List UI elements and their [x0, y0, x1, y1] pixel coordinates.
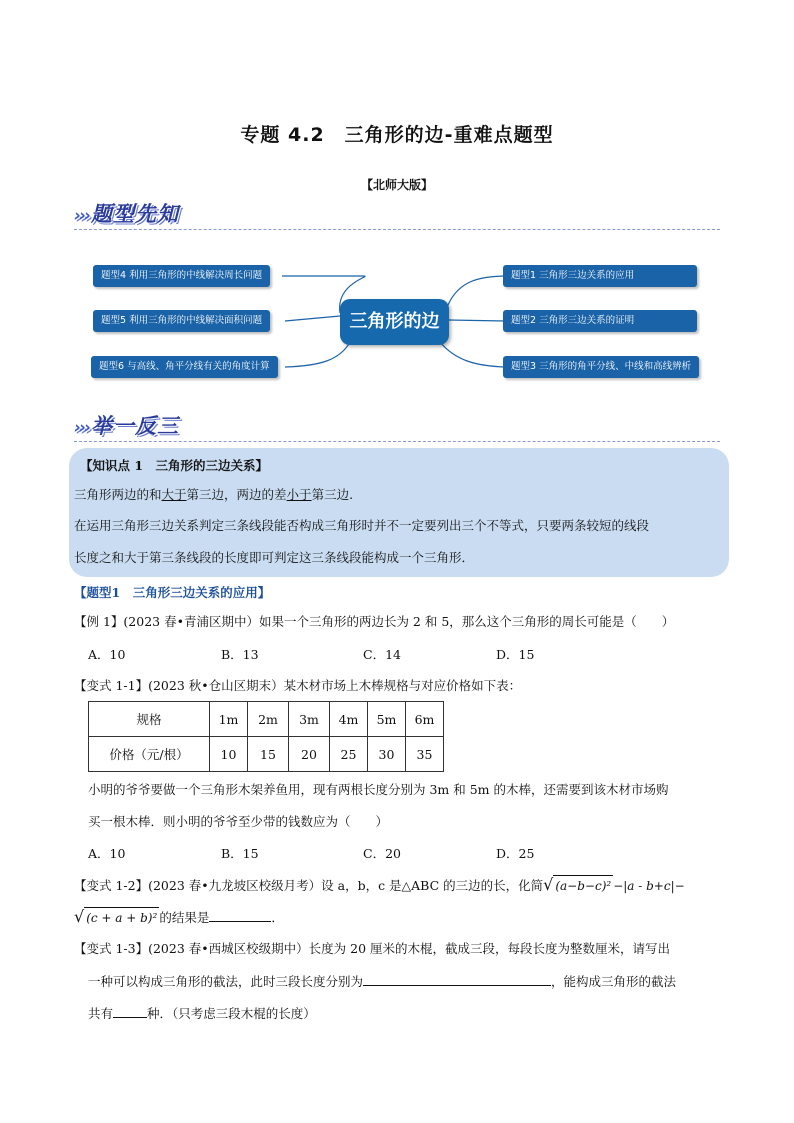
table-cell: 2m	[248, 702, 289, 737]
variant-1-3-line-2	[88, 971, 676, 992]
sqrt-icon: √	[74, 907, 85, 926]
variant-1-2-line-2	[74, 907, 284, 928]
variant-1-3-line-1: 【变式 1-3】(2023 春•西城区校级期中）长度为 20 厘米的木棍，截成三段，每段长度为整数厘米，请写出	[74, 941, 670, 956]
table-cell: 15	[248, 737, 289, 772]
knowledge-line-3: 长度之和大于第三条线段的长度即可判定这三条线段能构成一个三角形．	[74, 550, 475, 565]
page-title: 专题 4.2 三角形的边-重难点题型	[240, 124, 554, 146]
table-header-cell: 规格	[89, 702, 210, 737]
variant-1-1-stem: 【变式 1-1】(2023 秋•仓山区期末）某木材市场上木棒规格与对应价格如下表：	[74, 678, 522, 693]
knowledge-title: 【知识点 1 三角形的三边关系】	[80, 458, 269, 473]
text-span: ，能构成三角形的截法	[551, 974, 677, 989]
table-cell: 1m	[210, 702, 248, 737]
sqrt-icon: √	[543, 875, 554, 894]
text-span: 第三边，两边的差	[186, 487, 287, 502]
knowledge-line-1	[74, 485, 353, 505]
text-span: 一种可以构成三角形的截法，此时三段长度分别为	[88, 974, 364, 989]
text-span: 共有	[88, 1006, 114, 1021]
answer-blank[interactable]	[113, 1003, 147, 1018]
edition-label: 【北师大版】	[360, 178, 433, 192]
table-cell: 20	[289, 737, 330, 772]
connector-right-1	[445, 276, 508, 313]
underlined-term: 小于	[286, 487, 312, 502]
mindmap-left-item: 题型6 与高线、角平分线有关的角度计算	[91, 356, 278, 378]
divider	[74, 229, 720, 230]
answer-blank[interactable]	[209, 907, 271, 922]
option-b: B．15	[221, 846, 259, 861]
mindmap-center: 三角形的边	[340, 299, 449, 345]
option-a: A．10	[88, 846, 126, 861]
table-cell: 6m	[406, 702, 444, 737]
table-cell: 25	[330, 737, 368, 772]
option-c: C．20	[363, 846, 401, 861]
table-row	[89, 737, 444, 772]
text-span: ．	[271, 910, 284, 925]
math-expression: −|a - b+c|−	[613, 879, 685, 893]
banner-practice-text: 举一反三	[91, 414, 180, 438]
text-span: 三角形两边的和	[74, 487, 162, 502]
answer-blank[interactable]	[363, 971, 551, 986]
mindmap-left-item: 题型5 利用三角形的中线解决面积问题	[93, 310, 270, 332]
variant-1-1-text-1: 小明的爷爷要做一个三角形木架养鱼用，现有两根长度分别为 3m 和 5m 的木棒，还需要到该木材市场购	[88, 782, 669, 797]
math-expression: (a−b−c)²	[553, 875, 613, 896]
option-d: D．15	[496, 647, 535, 662]
variant-1-2-stem: 【变式 1-2】(2023 春•九龙坡区校级月考）设 a，b，c 是△ABC 的三边的长，化简	[74, 878, 544, 893]
banner-preview	[74, 198, 179, 228]
mindmap-right-item: 题型3 三角形的角平分线、中线和高线辨析	[503, 356, 699, 378]
mindmap-right-item: 题型1 三角形三边关系的应用	[503, 265, 697, 287]
price-table	[88, 701, 444, 772]
mindmap-left-item: 题型4 利用三角形的中线解决周长问题	[93, 265, 270, 287]
option-b: B．13	[221, 647, 259, 662]
arrows-icon: ›››	[74, 206, 90, 226]
text-span: 第三边.	[311, 487, 354, 502]
connector-left-3	[285, 342, 350, 367]
table-cell: 35	[406, 737, 444, 772]
arrows-icon: ›››	[74, 418, 90, 438]
table-header-cell: 价格（元/根）	[89, 737, 210, 772]
underlined-term: 大于	[161, 487, 187, 502]
connector-right-2	[449, 320, 505, 321]
math-expression: (c + a + b)²	[84, 907, 159, 928]
variant-1-2-line-1	[74, 875, 685, 896]
table-cell: 10	[210, 737, 248, 772]
table-row	[89, 702, 444, 737]
variant-1-1-text-2: 买一根木棒．则小明的爷爷至少带的钱数应为（ ）	[88, 814, 389, 829]
option-d: D．25	[496, 846, 535, 861]
example-1-stem: 【例 1】(2023 春•青浦区期中）如果一个三角形的两边长为 2 和 5，那么这个三角形的周长可能是（ ）	[74, 614, 675, 629]
divider	[74, 441, 720, 442]
table-cell: 30	[368, 737, 406, 772]
mindmap-right-item: 题型2 三角形三边关系的证明	[503, 310, 697, 332]
banner-preview-text: 题型先知	[91, 202, 180, 226]
option-c: C．14	[363, 647, 401, 662]
knowledge-line-2: 在运用三角形三边关系判定三条线段能否构成三角形时并不一定要列出三个不等式，只要两条较短的线段	[74, 518, 650, 533]
connector-left-2	[285, 316, 340, 321]
table-cell: 5m	[368, 702, 406, 737]
table-cell: 3m	[289, 702, 330, 737]
text-span: 的结果是	[159, 910, 210, 925]
table-cell: 4m	[330, 702, 368, 737]
section-title: 【题型1 三角形三边关系的应用】	[74, 585, 271, 600]
text-span: 种．（只考虑三段木棍的长度）	[147, 1006, 316, 1021]
option-a: A．10	[88, 647, 126, 662]
connector-right-3	[440, 342, 505, 367]
banner-practice	[74, 410, 179, 440]
variant-1-3-line-3	[88, 1003, 316, 1024]
